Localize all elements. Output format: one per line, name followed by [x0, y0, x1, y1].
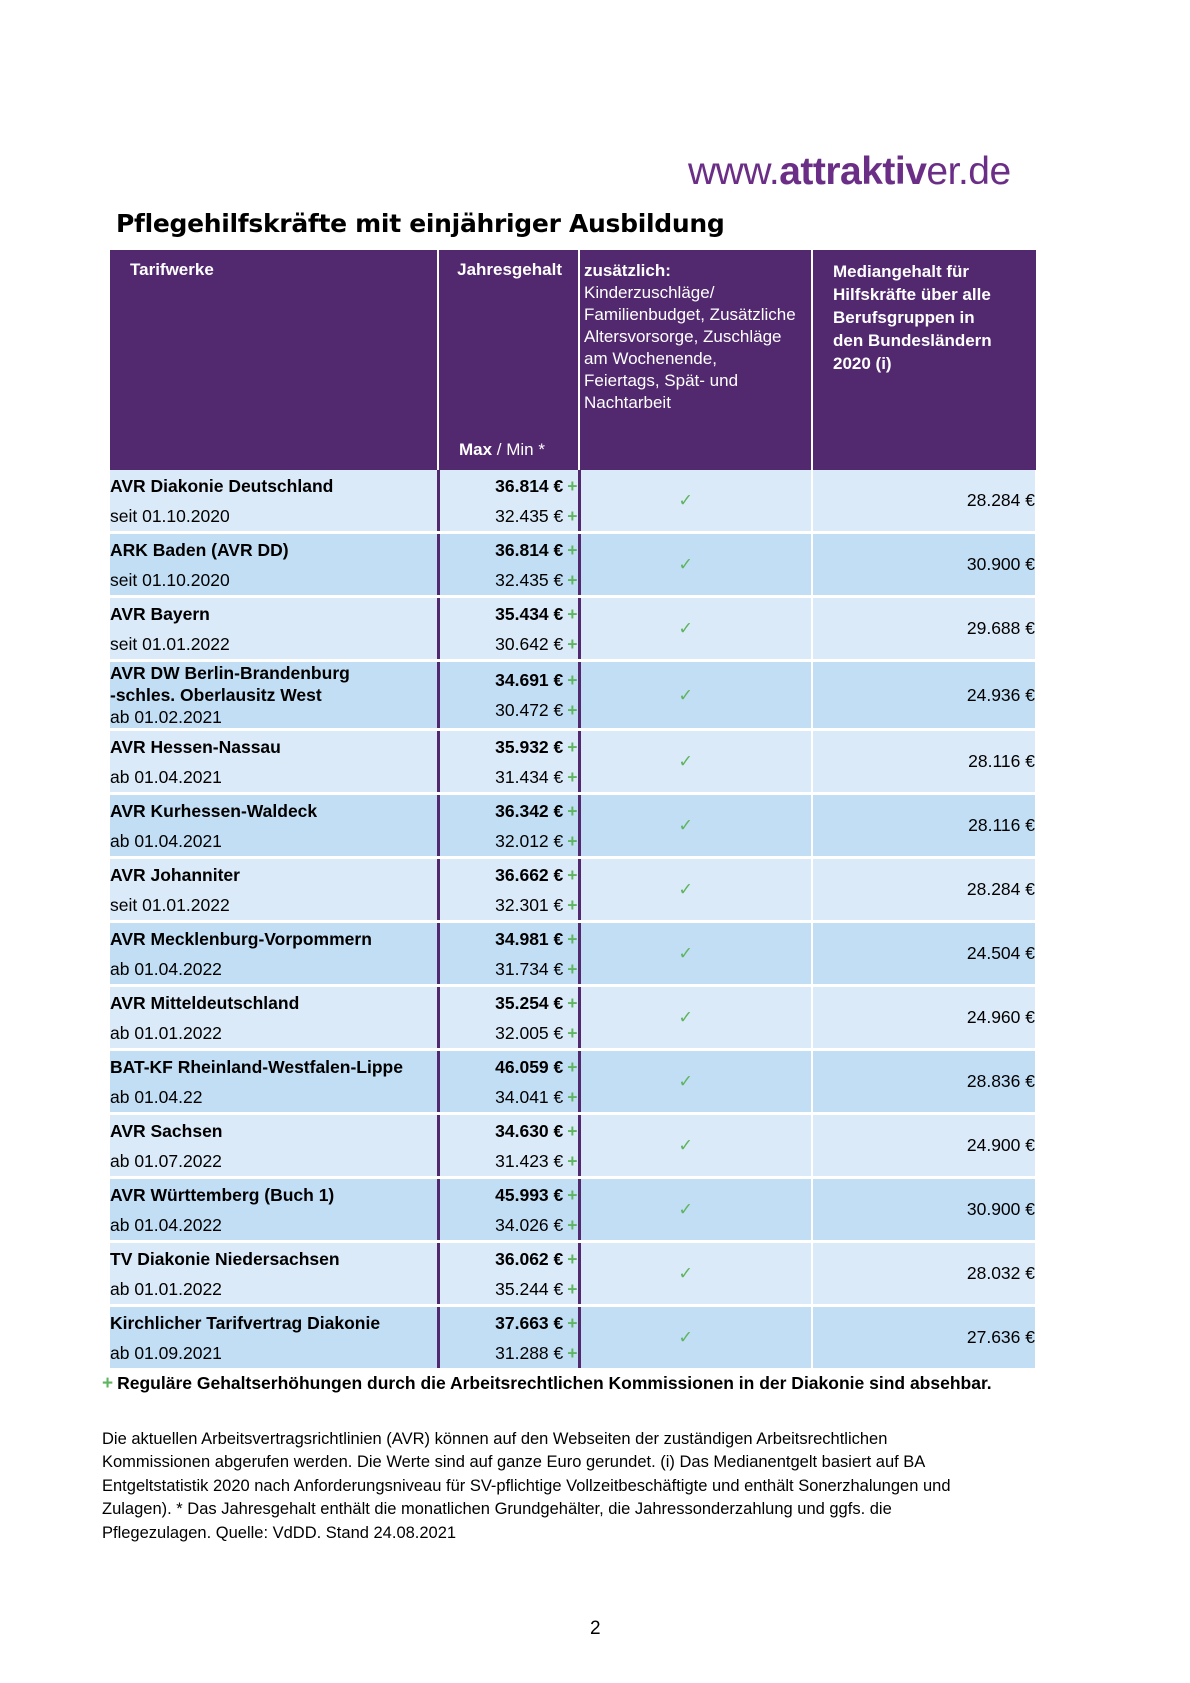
- cell-median: 29.688 €: [812, 597, 1036, 661]
- checkmark-icon: ✓: [678, 1327, 694, 1347]
- cell-tarifwerk: [110, 794, 438, 858]
- plus-icon: +: [567, 894, 578, 915]
- checkmark-icon: ✓: [678, 751, 694, 771]
- cell-tarifwerk: [110, 470, 438, 533]
- plus-icon: +: [567, 1278, 578, 1299]
- checkmark-icon: ✓: [678, 1071, 694, 1091]
- salary-max: [440, 924, 578, 954]
- salary-max-value: 35.434 €: [495, 603, 564, 624]
- cell-zusaetzlich: [579, 986, 812, 1050]
- tarifwerk-name-line2: -schles. Oberlausitz West: [110, 685, 322, 705]
- salary-min: [440, 890, 578, 920]
- tarifwerk-date: ab 01.01.2022: [110, 1022, 222, 1043]
- salary-min-value: 31.734 €: [495, 958, 564, 979]
- salary-min: [440, 1018, 578, 1048]
- tarifwerk-name: AVR Kurhessen-Waldeck: [110, 800, 318, 821]
- tarifwerk-date: ab 01.09.2021: [110, 1342, 222, 1363]
- tarifwerk-name: TV Diakonie Niedersachsen: [110, 1248, 340, 1269]
- cell-jahresgehalt: [438, 986, 579, 1050]
- plus-icon: +: [567, 736, 578, 757]
- salary-max: [440, 1308, 578, 1338]
- tarifwerk-name: BAT-KF Rheinland-Westfalen-Lippe: [110, 1056, 403, 1077]
- plus-icon: +: [102, 1373, 114, 1394]
- cell-jahresgehalt: [438, 794, 579, 858]
- salary-max-value: 35.254 €: [495, 992, 564, 1013]
- header-zusaetzlich-line: am Wochenende,: [584, 349, 717, 368]
- table-row: [110, 1242, 1036, 1306]
- logo: [688, 150, 1011, 194]
- plus-icon: +: [567, 864, 578, 885]
- tarifwerk-date: seit 01.10.2020: [110, 569, 230, 590]
- cell-zusaetzlich: [579, 730, 812, 794]
- cell-zusaetzlich: [579, 1114, 812, 1178]
- salary-min: [440, 501, 578, 531]
- cell-tarifwerk: [110, 858, 438, 922]
- tarifwerk-date: seit 01.01.2022: [110, 894, 230, 915]
- tarifwerk-date: ab 01.04.2022: [110, 958, 222, 979]
- cell-tarifwerk: [110, 1050, 438, 1114]
- salary-min-value: 31.288 €: [495, 1342, 564, 1363]
- salary-max: [440, 1052, 578, 1082]
- header-min: / Min *: [492, 440, 545, 459]
- salary-max: [440, 535, 578, 565]
- plus-icon: +: [567, 569, 578, 590]
- cell-jahresgehalt: [438, 470, 579, 533]
- header-zusaetzlich-line: Kinderzuschläge/: [584, 283, 715, 302]
- cell-tarifwerk: [110, 1306, 438, 1370]
- salary-max: [440, 1244, 578, 1274]
- table-row: [110, 730, 1036, 794]
- cell-median: 28.116 €: [812, 730, 1036, 794]
- header-median-line: Berufsgruppen in: [833, 308, 975, 327]
- plus-icon: +: [567, 1248, 578, 1269]
- tarifwerk-date: ab 01.04.2021: [110, 830, 222, 851]
- salary-max-value: 36.062 €: [495, 1248, 564, 1269]
- logo-prefix: www.: [688, 150, 780, 193]
- salary-max-value: 36.662 €: [495, 864, 564, 885]
- tarifwerk-name: AVR Sachsen: [110, 1120, 223, 1141]
- cell-jahresgehalt: [438, 1050, 579, 1114]
- salary-min-value: 34.026 €: [495, 1214, 564, 1235]
- salary-max: [440, 988, 578, 1018]
- salary-max-value: 37.663 €: [495, 1312, 564, 1333]
- header-zusaetzlich-line: Nachtarbeit: [584, 393, 671, 412]
- salary-min: [440, 565, 578, 595]
- header-zusaetzlich: [579, 250, 812, 470]
- checkmark-icon: ✓: [678, 684, 694, 705]
- tarifwerk-name: Kirchlicher Tarifvertrag Diakonie: [110, 1312, 381, 1333]
- tarifwerk-date: seit 01.01.2022: [110, 633, 230, 654]
- plus-icon: +: [567, 1022, 578, 1043]
- cell-tarifwerk: [110, 597, 438, 661]
- salary-max: [440, 665, 578, 695]
- salary-max-value: 46.059 €: [495, 1056, 564, 1077]
- cell-tarifwerk: [110, 922, 438, 986]
- plus-icon: +: [567, 1120, 578, 1141]
- salary-min-value: 32.301 €: [495, 894, 564, 915]
- note-salary-increase-text: Reguläre Gehaltserhöhungen durch die Arbeitsrechtlichen Kommissionen in der Diakonie sind absehbar.: [117, 1373, 992, 1393]
- cell-median: 30.900 €: [812, 1178, 1036, 1242]
- cell-zusaetzlich: [579, 1050, 812, 1114]
- table-row: [110, 922, 1036, 986]
- salary-max-value: 35.932 €: [495, 736, 564, 757]
- cell-tarifwerk: [110, 986, 438, 1050]
- salary-max: [440, 471, 578, 501]
- cell-tarifwerk: [110, 1114, 438, 1178]
- header-zusaetzlich-line: Familienbudget, Zusätzliche: [584, 305, 796, 324]
- cell-zusaetzlich: [579, 597, 812, 661]
- table-row: [110, 470, 1036, 533]
- tarifwerk-name: AVR DW Berlin-Brandenburg: [110, 663, 350, 683]
- plus-icon: +: [567, 505, 578, 526]
- plus-icon: +: [567, 1086, 578, 1107]
- plus-icon: +: [567, 928, 578, 949]
- plus-icon: +: [567, 1150, 578, 1171]
- cell-zusaetzlich: [579, 794, 812, 858]
- plus-icon: +: [567, 1184, 578, 1205]
- header-jahresgehalt: [438, 250, 579, 470]
- cell-jahresgehalt: [438, 661, 579, 730]
- plus-icon: +: [567, 1342, 578, 1363]
- checkmark-icon: ✓: [678, 879, 694, 899]
- tarifwerk-name: AVR Mitteldeutschland: [110, 992, 300, 1013]
- tarifwerk-date: ab 01.01.2022: [110, 1278, 222, 1299]
- tariff-table: [110, 250, 1037, 1371]
- cell-median: 28.032 €: [812, 1242, 1036, 1306]
- header-maxmin: [459, 440, 545, 460]
- cell-zusaetzlich: [579, 1242, 812, 1306]
- salary-max-value: 34.691 €: [495, 670, 564, 690]
- cell-jahresgehalt: [438, 858, 579, 922]
- plus-icon: +: [567, 700, 578, 720]
- cell-jahresgehalt: [438, 1242, 579, 1306]
- cell-median: 28.284 €: [812, 858, 1036, 922]
- footnote-text: Die aktuellen Arbeitsvertragsrichtlinien (AVR) können auf den Webseiten der zuständigen Arbeitsrechtlichen Kommissionen abgerufen werden. Die Werte sind auf ganze Euro gerundet. (i) Das Medianentgelt basiert auf BA Entgeltstatistik 2020 nach Anforderungsniveau für SV-pflichtige Vollzeitbeschäftigte und enthält Sonerzhalungen und Zulagen). * Das Jahresgehalt enthält die monatlichen Grundgehälter, die Jahressonderzahlung und ggfs. die Pflegezulagen. Quelle: VdDD. Stand 24.08.2021: [102, 1430, 951, 1542]
- salary-min-value: 31.423 €: [495, 1150, 564, 1171]
- salary-min-value: 32.435 €: [495, 569, 564, 590]
- table-row: [110, 858, 1036, 922]
- checkmark-icon: ✓: [678, 815, 694, 835]
- page-number: 2: [590, 1618, 601, 1639]
- salary-min: [440, 954, 578, 984]
- cell-zusaetzlich: [579, 1306, 812, 1370]
- cell-median: 27.636 €: [812, 1306, 1036, 1370]
- cell-jahresgehalt: [438, 597, 579, 661]
- salary-max-value: 34.981 €: [495, 928, 564, 949]
- cell-jahresgehalt: [438, 533, 579, 597]
- checkmark-icon: ✓: [678, 490, 694, 510]
- table-row: [110, 794, 1036, 858]
- header-zusaetzlich-title: zusätzlich:: [584, 261, 671, 280]
- logo-bold: attraktiv: [779, 150, 927, 193]
- salary-max-value: 36.342 €: [495, 800, 564, 821]
- note-salary-increase: [102, 1372, 1002, 1395]
- salary-min: [440, 1338, 578, 1368]
- tarifwerk-name: AVR Mecklenburg-Vorpommern: [110, 928, 372, 949]
- salary-min: [440, 695, 578, 725]
- salary-max-value: 45.993 €: [495, 1184, 564, 1205]
- cell-zusaetzlich: [579, 533, 812, 597]
- salary-max-value: 36.814 €: [495, 539, 564, 560]
- tarifwerk-date: ab 01.04.2022: [110, 1214, 222, 1235]
- table-row: [110, 597, 1036, 661]
- checkmark-icon: ✓: [678, 554, 694, 574]
- salary-max: [440, 1116, 578, 1146]
- tarifwerk-date: ab 01.07.2022: [110, 1150, 222, 1171]
- cell-median: 28.836 €: [812, 1050, 1036, 1114]
- cell-jahresgehalt: [438, 1306, 579, 1370]
- salary-max: [440, 599, 578, 629]
- header-zusaetzlich-line: Altersvorsorge, Zuschläge: [584, 327, 782, 346]
- checkmark-icon: ✓: [678, 1007, 694, 1027]
- header-jahresgehalt-label: Jahresgehalt: [457, 260, 562, 279]
- cell-zusaetzlich: [579, 1178, 812, 1242]
- logo-suffix: er.de: [926, 150, 1011, 193]
- salary-min: [440, 629, 578, 659]
- salary-min-value: 30.472 €: [495, 700, 564, 720]
- header-zusaetzlich-line: Feiertags, Spät- und: [584, 371, 739, 390]
- salary-max: [440, 796, 578, 826]
- plus-icon: +: [567, 603, 578, 624]
- tarifwerk-name: AVR Diakonie Deutschland: [110, 475, 334, 496]
- salary-min-value: 32.012 €: [495, 830, 564, 851]
- cell-median: 30.900 €: [812, 533, 1036, 597]
- salary-min-value: 35.244 €: [495, 1278, 564, 1299]
- cell-median: 24.900 €: [812, 1114, 1036, 1178]
- tarifwerk-name: AVR Württemberg (Buch 1): [110, 1184, 335, 1205]
- cell-tarifwerk: [110, 1178, 438, 1242]
- salary-min: [440, 1210, 578, 1240]
- plus-icon: +: [567, 766, 578, 787]
- cell-jahresgehalt: [438, 730, 579, 794]
- plus-icon: +: [567, 475, 578, 496]
- table-row: [110, 1114, 1036, 1178]
- checkmark-icon: ✓: [678, 1199, 694, 1219]
- tarifwerk-name: AVR Bayern: [110, 603, 210, 624]
- salary-max-value: 36.814 €: [495, 475, 564, 496]
- salary-min: [440, 1274, 578, 1304]
- table-row: [110, 1050, 1036, 1114]
- cell-jahresgehalt: [438, 1114, 579, 1178]
- header-median-line: 2020 (i): [833, 354, 892, 373]
- checkmark-icon: ✓: [678, 943, 694, 963]
- salary-min: [440, 1082, 578, 1112]
- cell-tarifwerk: [110, 1242, 438, 1306]
- salary-min-value: 32.005 €: [495, 1022, 564, 1043]
- cell-tarifwerk: [110, 730, 438, 794]
- table-row: [110, 533, 1036, 597]
- tarifwerk-name: ARK Baden (AVR DD): [110, 539, 289, 560]
- cell-median: 28.116 €: [812, 794, 1036, 858]
- tarifwerk-name: AVR Hessen-Nassau: [110, 736, 281, 757]
- plus-icon: +: [567, 1312, 578, 1333]
- header-median-line: den Bundesländern: [833, 331, 992, 350]
- checkmark-icon: ✓: [678, 1263, 694, 1283]
- table-header-row: [110, 250, 1036, 470]
- table-row: [110, 986, 1036, 1050]
- cell-median: 28.284 €: [812, 470, 1036, 533]
- salary-min: [440, 1146, 578, 1176]
- salary-min-value: 31.434 €: [495, 766, 564, 787]
- plus-icon: +: [567, 800, 578, 821]
- plus-icon: +: [567, 992, 578, 1013]
- salary-max-value: 34.630 €: [495, 1120, 564, 1141]
- plus-icon: +: [567, 958, 578, 979]
- plus-icon: +: [567, 1056, 578, 1077]
- salary-min-value: 30.642 €: [495, 633, 564, 654]
- tarifwerk-date: ab 01.02.2021: [110, 707, 222, 727]
- table-row: [110, 661, 1036, 730]
- cell-jahresgehalt: [438, 1178, 579, 1242]
- header-median: [812, 250, 1036, 470]
- cell-median: 24.936 €: [812, 661, 1036, 730]
- cell-tarifwerk: [110, 661, 438, 730]
- plus-icon: +: [567, 830, 578, 851]
- salary-min: [440, 826, 578, 856]
- header-median-line: Hilfskräfte über alle: [833, 285, 991, 304]
- salary-max: [440, 1180, 578, 1210]
- cell-zusaetzlich: [579, 470, 812, 533]
- header-tarifwerke: Tarifwerke: [110, 250, 438, 470]
- tarifwerk-date: seit 01.10.2020: [110, 505, 230, 526]
- page-title: Pflegehilfskräfte mit einjähriger Ausbildung: [116, 209, 725, 238]
- cell-jahresgehalt: [438, 922, 579, 986]
- tarifwerk-date: ab 01.04.22: [110, 1086, 203, 1107]
- table-row: [110, 1306, 1036, 1370]
- salary-min-value: 34.041 €: [495, 1086, 564, 1107]
- table-row: [110, 1178, 1036, 1242]
- plus-icon: +: [567, 670, 578, 690]
- salary-min: [440, 762, 578, 792]
- cell-zusaetzlich: [579, 922, 812, 986]
- checkmark-icon: ✓: [678, 1135, 694, 1155]
- cell-median: 24.504 €: [812, 922, 1036, 986]
- tarifwerk-name: AVR Johanniter: [110, 864, 240, 885]
- cell-tarifwerk: [110, 533, 438, 597]
- salary-max: [440, 732, 578, 762]
- plus-icon: +: [567, 633, 578, 654]
- tarifwerk-date: ab 01.04.2021: [110, 766, 222, 787]
- checkmark-icon: ✓: [678, 618, 694, 638]
- plus-icon: +: [567, 1214, 578, 1235]
- cell-median: 24.960 €: [812, 986, 1036, 1050]
- salary-max: [440, 860, 578, 890]
- cell-zusaetzlich: [579, 661, 812, 730]
- salary-min-value: 32.435 €: [495, 505, 564, 526]
- header-max: Max: [459, 440, 493, 459]
- header-median-line: Mediangehalt für: [833, 262, 970, 281]
- plus-icon: +: [567, 539, 578, 560]
- cell-zusaetzlich: [579, 858, 812, 922]
